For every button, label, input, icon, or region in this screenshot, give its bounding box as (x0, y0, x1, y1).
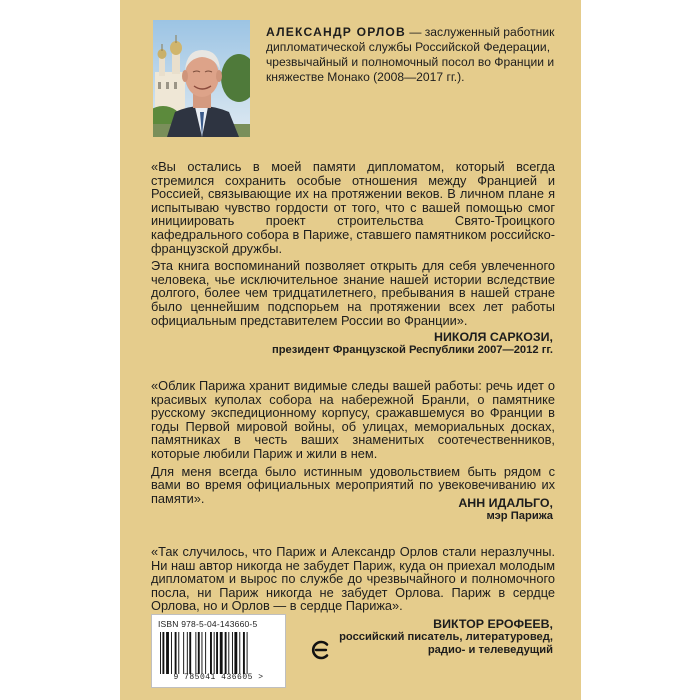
attribution-hidalgo (458, 496, 553, 523)
quote-paragraph: Эта книга воспоминаний позволяет открыть для себя увлеченного человека, чье исключительное знание нашей истории вследствие долгого, более чем тридцатилетнего, пребывания в нашей стране было ценнейшим подспорьем на протяжении всех лет работы официальным представителем России во Франции». (151, 258, 555, 328)
author-bio (266, 25, 566, 85)
author-name: АЛЕКСАНДР ОРЛОВ (266, 25, 406, 39)
attribution-role: мэр Парижа (486, 510, 553, 522)
author-bio-text: — заслуженный работник дипломатической службы Российской Федерации, чрезвычайный и полномочный посол во Франции и княжестве Монако (2008—2017 гг.). (266, 25, 555, 84)
attribution-role: российский писатель, литературовед, (339, 631, 553, 643)
author-photo (153, 20, 250, 137)
attribution-name: ВИКТОР ЕРОФЕЕВ, (433, 617, 553, 631)
eksmo-e-logo-icon (311, 640, 331, 660)
ean-digits: 9 785041 436605 > (173, 673, 264, 682)
quote-erofeev (151, 545, 555, 613)
isbn-text: ISBN 978-5-04-143660-5 (158, 619, 258, 629)
quote-paragraph: «Облик Парижа хранит видимые следы вашей работы: речь идет о красивых куполах собора на набережной Бранли, о памятнике русскому экспедиционному корпусу, сражавшемуся во Франции в годы Первой мировой войны, об улицах, мемориальных досках, памятниках в честь ваших знаменитых соотечественников, которые любили Париж и жили в нем. (151, 378, 555, 461)
attribution-name: АНН ИДАЛЬГО, (458, 496, 553, 510)
attribution-erofeev (339, 617, 553, 657)
attribution-sarkozy (272, 330, 553, 357)
quote-sarkozy (151, 160, 555, 327)
attribution-name: НИКОЛЯ САРКОЗИ, (434, 330, 553, 344)
attribution-role: президент Французской Республики 2007—2012 гг. (271, 344, 553, 356)
book-back-cover (120, 0, 581, 700)
quote-hidalgo (151, 379, 555, 505)
quote-paragraph: Для меня всегда было истинным удовольствием быть рядом с вами во время официальных мероприятий по увековечиванию их памяти». (151, 463, 555, 506)
barcode-bars (160, 632, 278, 674)
isbn-barcode (151, 614, 286, 688)
quote-paragraph: «Вы остались в моей памяти дипломатом, который всегда стремился сохранить особые отношения между Францией и Россией, связывающие их на протяжении веков. В личном плане я испытываю чувство гордости от того, что с вашей помощью смог инициировать проект строительства Свято-Троицкого кафедрального собора в Париже, ставшего памятником российско-французской дружбы. (151, 159, 555, 256)
attribution-role: радио- и телеведущий (427, 644, 553, 656)
quote-paragraph: «Так случилось, что Париж и Александр Орлов стали неразлучны. Ни наш автор никогда не забудет Париж, куда он приехал молодым дипломатом и вырос по службе до чрезвычайного и полномочного посла, ни Париж никогда не забудет Орлова. Париж в сердце Орлова, но и Орлов — в сердце Парижа». (151, 544, 555, 614)
